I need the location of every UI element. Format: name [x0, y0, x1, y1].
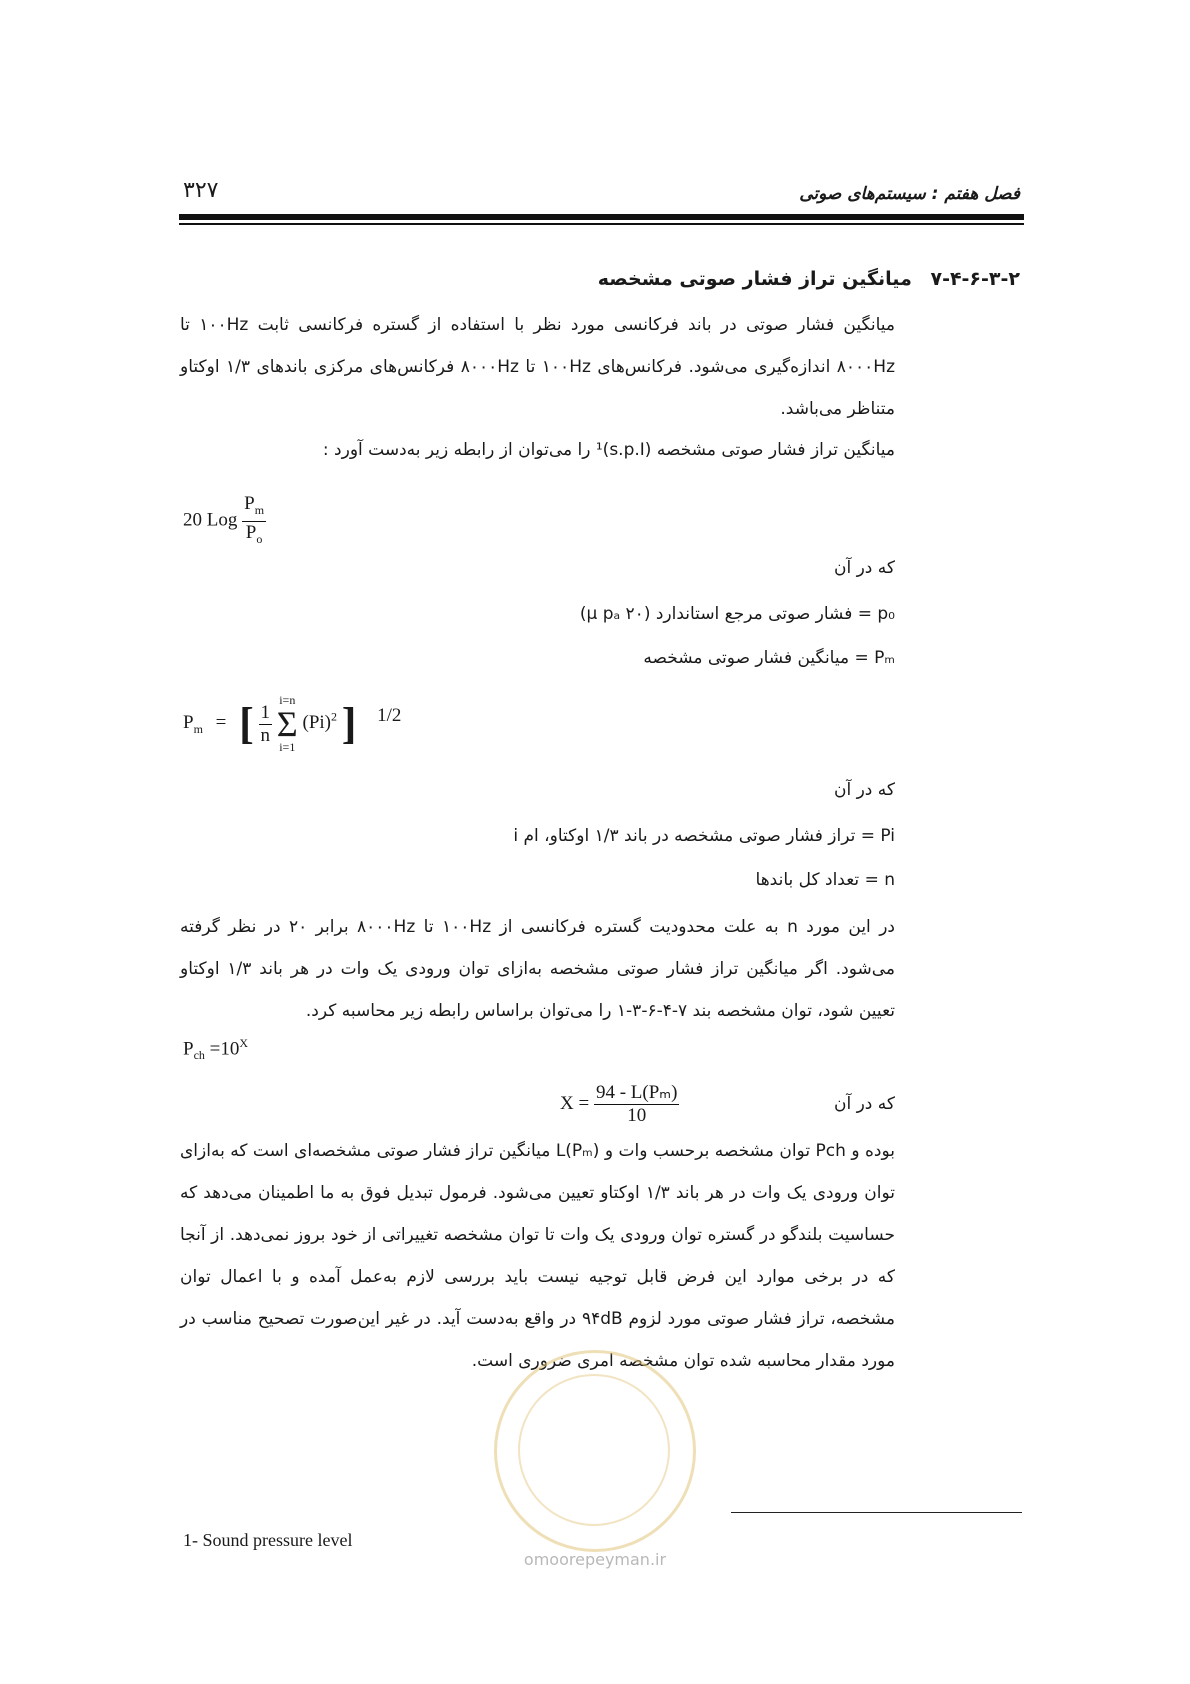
- header-rule: [179, 214, 1024, 220]
- sigma-icon: i=n Σ i=1: [276, 693, 298, 754]
- x-lhs: X =: [560, 1092, 590, 1114]
- x-numerator: 94 - L(Pₘ): [595, 1082, 678, 1103]
- denominator-sub: o: [256, 531, 263, 546]
- outer-power: 1/2: [377, 705, 402, 727]
- definition-n: n = تعداد کل باندها: [755, 870, 895, 890]
- page-number: ۳۲۷: [183, 178, 219, 203]
- formula-fraction: [242, 493, 266, 550]
- numerator-sub: m: [254, 502, 265, 517]
- definition-po: p₀ = فشار صوتی مرجع استاندارد (۲۰ μ pₐ): [579, 604, 895, 624]
- right-bracket: ]: [341, 699, 357, 748]
- paragraph-characteristic-power: در این مورد n به علت محدودیت گستره فرکانسی از ۱۰۰Hz تا ۸۰۰۰Hz برابر ۲۰ در نظر گرفته می‌شود. اگر میانگین تراز فشار صوتی مشخصه به‌ازای توان ورودی یک وات در هر باند ۱/۳ اوکتاو تعیین شود، توان مشخصه بند ۷-۴-۶-۳-۱ را می‌توان براساس رابطه زیر محاسبه کرد.: [180, 917, 896, 1021]
- section-number: ۷-۴-۶-۳-۲: [930, 268, 1020, 290]
- watermark-url: omoorepeyman.ir: [523, 1550, 667, 1569]
- pch-symbol: P: [183, 1038, 194, 1060]
- denominator: P: [245, 521, 257, 543]
- formula-coef: 20 Log: [183, 509, 238, 531]
- one-over-n: $\frac{1}{n}$: [260, 701, 271, 746]
- pch-rhs: =10: [209, 1038, 240, 1060]
- formula-pch: [183, 1036, 248, 1063]
- chapter-title: فصل هفتم : سیستم‌های صوتی: [799, 184, 1020, 204]
- paragraph-x-intro: که در آن: [833, 1094, 895, 1114]
- formula-pm: [183, 694, 401, 754]
- formula-x: [560, 1082, 679, 1127]
- header-rule-thin: [179, 223, 1024, 225]
- section-title: میانگین تراز فشار صوتی مشخصه: [597, 268, 912, 290]
- sum-term: $(Pi)^2$: [302, 710, 337, 734]
- x-fraction: [594, 1082, 680, 1127]
- watermark-logo-inner: [518, 1374, 670, 1526]
- definition-pi: Pi = تراز فشار صوتی مشخصه در باند ۱/۳ اوکتاو، ام i: [513, 826, 895, 846]
- formula-spl: [183, 493, 266, 550]
- numerator: P: [244, 493, 255, 514]
- pch-power: X: [239, 1036, 249, 1050]
- x-denominator: 10: [627, 1105, 647, 1126]
- formula-lhs: $P_m$: [183, 712, 203, 737]
- paragraph-intro: میانگین فشار صوتی در باند فرکانسی مورد نظر با استفاده از گستره فرکانسی ثابت ۱۰۰Hz تا ۸۰۰۰Hz اندازه‌گیری می‌شود. فرکانس‌های ۱۰۰Hz تا ۸۰۰۰Hz فرکانس‌های مرکزی باندهای ۱/۳ اوکتاو متناظر می‌باشد.: [180, 315, 895, 419]
- footnote-rule: [731, 1512, 1022, 1513]
- footnote: 1- Sound pressure level: [183, 1530, 353, 1550]
- pch-sub: ch: [193, 1048, 205, 1063]
- section-heading: [598, 268, 1020, 290]
- paragraph-conversion: بوده و Pch توان مشخصه برحسب وات و L(Pₘ) میانگین تراز فشار صوتی مشخصه‌ای است که به‌ازای توان ورودی یک وات در هر باند ۱/۳ اوکتاو تعیین می‌شود. فرمول تبدیل فوق به ما اطمینان می‌دهد که حساسیت بلندگو در گستره توان ورودی یک وات تا توان مشخصه تغییراتی از خود بروز نمی‌دهد. از آنجا که در برخی موارد این فرض قابل توجیه نیست باید بررسی لازم به‌عمل آمده و با اعمال توان مشخصه، تراز فشار صوتی مورد لزوم ۹۴dB در واقع به‌دست آید. در غیر این‌صورت تصحیح مناسب در مورد مقدار محاسبه شده توان مشخصه امری ضروری است.: [180, 1141, 896, 1371]
- where-label-2: که در آن: [833, 780, 895, 800]
- where-label: که در آن: [833, 558, 895, 578]
- definition-pm: Pₘ = میانگین فشار صوتی مشخصه: [643, 648, 895, 668]
- equals-sign: =: [215, 712, 227, 734]
- left-bracket: [: [239, 699, 254, 748]
- paragraph-spl-intro: میانگین تراز فشار صوتی مشخصه (s.p.I)¹ را می‌توان از رابطه زیر به‌دست آورد :: [322, 440, 895, 460]
